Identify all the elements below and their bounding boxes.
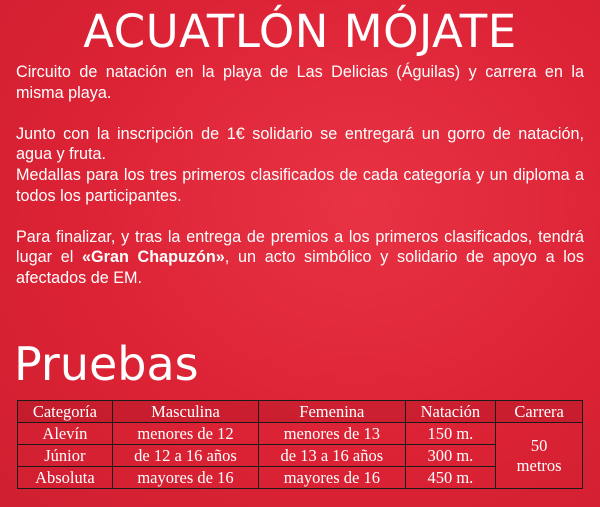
cell-categoria: Júnior bbox=[18, 445, 113, 467]
header-carrera: Carrera bbox=[496, 401, 583, 423]
cell-natacion: 150 m. bbox=[405, 423, 496, 445]
header-natacion: Natación bbox=[405, 401, 496, 423]
cell-carrera bbox=[496, 423, 583, 489]
carrera-value-number: 50 bbox=[530, 435, 548, 455]
header-masculina: Masculina bbox=[112, 401, 258, 423]
finale-text-before: Para finalizar, y tras la entrega de premios a los primeros clasificados, tendrá lugar el bbox=[16, 227, 584, 267]
cell-categoria: Absoluta bbox=[18, 467, 113, 489]
pruebas-table bbox=[17, 400, 583, 489]
gran-chapuzon-highlight: «Gran Chapuzón» bbox=[82, 248, 225, 267]
cell-categoria: Alevín bbox=[18, 423, 113, 445]
header-femenina: Femenina bbox=[259, 401, 405, 423]
paragraph-finale bbox=[16, 227, 584, 289]
cell-masculina: mayores de 16 bbox=[112, 467, 258, 489]
cell-masculina: menores de 12 bbox=[112, 423, 258, 445]
paragraph-registration: Junto con la inscripción de 1€ solidario se entregará un gorro de natación, agua y fruta. bbox=[16, 124, 584, 164]
paragraph-medals: Medallas para los tres primeros clasificados de cada categoría y un diploma a todos los participantes. bbox=[16, 165, 584, 205]
section-title-pruebas: Pruebas bbox=[14, 337, 199, 391]
finale-text-after: , un acto simbólico y solidario de apoyo a los afectados de EM. bbox=[16, 248, 585, 287]
cell-femenina: de 13 a 16 años bbox=[259, 445, 405, 467]
paragraph-circuit: Circuito de natación en la playa de Las Delicias (Águilas) y carrera en la misma playa. bbox=[16, 63, 584, 102]
cell-masculina: de 12 a 16 años bbox=[112, 445, 258, 467]
table-header-row bbox=[18, 401, 583, 423]
header-categoria: Categoría bbox=[18, 401, 113, 423]
document-title: ACUATLÓN MÓJATE bbox=[83, 5, 517, 58]
cell-femenina: menores de 13 bbox=[259, 423, 405, 445]
cell-natacion: 450 m. bbox=[405, 467, 496, 489]
table-row bbox=[18, 423, 583, 445]
cell-femenina: mayores de 16 bbox=[259, 467, 405, 489]
cell-natacion: 300 m. bbox=[405, 445, 496, 467]
carrera-value-unit: metros bbox=[516, 455, 562, 475]
description-block bbox=[16, 62, 584, 289]
